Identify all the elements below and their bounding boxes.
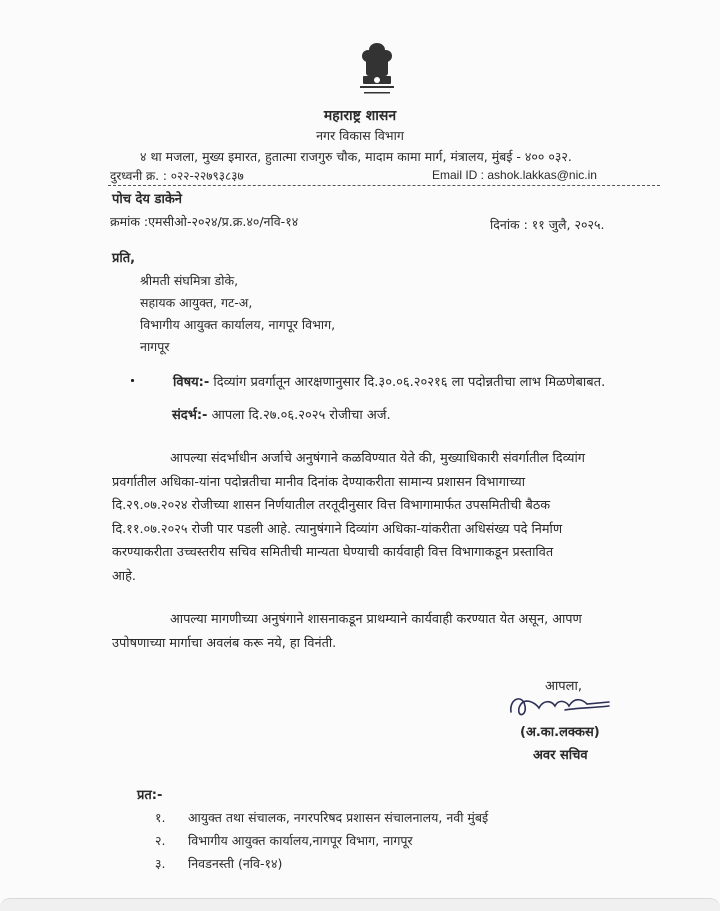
- recipient-line: श्रीमती संघमित्रा डोके,: [140, 273, 239, 288]
- copy-item: [155, 852, 488, 875]
- header-divider: [108, 185, 660, 186]
- office-address: ४ था मजला, मुख्य इमारत, हुतात्मा राजगुरु चौक, मादाम कामा मार्ग, मंत्रालय, मुंबई - ४०० ०३२.: [140, 149, 572, 164]
- recipient-line: नागपूर: [140, 339, 170, 354]
- subject-line: [173, 372, 605, 390]
- paragraph-line: आपल्या संदर्भाधीन अर्जाचे अनुषंगाने कळविण्यात येते की, मुख्याधिकारी संवर्गातील दिव्यांग: [170, 451, 585, 466]
- recipient-label: प्रति,: [112, 251, 136, 266]
- recipient-line: विभागीय आयुक्त कार्यालय, नागपूर विभाग,: [140, 317, 336, 332]
- email-address: Email ID : ashok.lakkas@nic.in: [432, 168, 597, 182]
- copy-item-number: १.: [155, 810, 166, 825]
- reference-line: [172, 405, 391, 423]
- paragraph-line: प्रवर्गातील अधिका-यांना पदोन्नतीचा मानीव दिनांक देण्याकरीता सामान्य प्रशासन विभागाच्या: [112, 474, 526, 490]
- copy-item-text: विभागीय आयुक्त कार्यालय,नागपूर विभाग, नागपूर: [188, 833, 413, 848]
- delivery-mode: पोच देय डाकेने: [112, 192, 183, 207]
- copy-item: [155, 829, 488, 852]
- signature-mark: [505, 686, 615, 724]
- margin-mark: [131, 379, 134, 382]
- paragraph-line: करण्याकरीता उच्चस्तरीय सचिव समितीची मान्यता घेण्याची कार्यवाही वित्त विभागाकडून प्रस्तावित: [112, 545, 554, 560]
- paragraph-line: उपोषणाच्या मार्गाचा अवलंब करू नये, हा विनंती.: [112, 635, 337, 651]
- recipient-address: [140, 270, 335, 358]
- signatory-designation: अवर सचिव: [533, 748, 588, 763]
- signatory-name: (अ.का.लक्कस): [520, 725, 600, 740]
- body-paragraph-2: [112, 608, 582, 655]
- copy-item-text: निवडनस्ती (नवि-१४): [188, 856, 283, 871]
- phone-number: दुरध्वनी क्र. : ०२२-२२७९३८३७: [110, 169, 244, 183]
- reference-text: आपला दि.२७.०६.२०२५ रोजीचा अर्ज.: [207, 408, 391, 423]
- copy-to-label: प्रत:-: [137, 788, 163, 803]
- state-emblem-icon: [354, 40, 400, 106]
- viewer-bottom-bar: [0, 898, 720, 911]
- reference-number: क्रमांक :एमसीओ-२०२४/प्र.क्र.४०/नवि-१४: [110, 214, 299, 229]
- subject-text: दिव्यांग प्रवर्गातून आरक्षणानुसार दि.३०.०६.२०२१६ ला पदोन्नतीचा लाभ मिळणेबाबत.: [209, 375, 606, 390]
- division-title: नगर विकास विभाग: [316, 128, 404, 143]
- reference-label: संदर्भ:-: [172, 408, 208, 423]
- copy-item-text: आयुक्त तथा संचालक, नगरपरिषद प्रशासन संचालनालय, नवी मुंबई: [188, 810, 489, 825]
- letter-date: दिनांक : ११ जुलै, २०२५.: [490, 217, 605, 232]
- paragraph-line: आहे.: [112, 568, 136, 584]
- copy-item-number: २.: [155, 833, 166, 848]
- copy-item: [155, 806, 488, 829]
- copy-item-number: ३.: [155, 856, 166, 871]
- subject-label: विषय:-: [173, 375, 210, 390]
- paragraph-line: दि.११.०७.२०२५ रोजी पार पडली आहे. त्यानुषंगाने दिव्यांग अधिका-यांकरीता अधिसंख्य पदे निर्माण: [112, 521, 563, 537]
- paragraph-line: आपल्या मागणीच्या अनुषंगाने शासनाकडून प्राथम्याने कार्यवाही करण्यात येत असून, आपण: [170, 612, 582, 627]
- copy-to-list: [155, 806, 488, 875]
- department-title: महाराष्ट्र शासन: [323, 108, 397, 124]
- paragraph-line: दि.२९.०७.२०२४ रोजीच्या शासन निर्णयातील तरतूदीनुसार वित्त विभागामार्फत उपसमितीची बैठक: [112, 498, 551, 513]
- closing-salutation: आपला,: [545, 679, 582, 694]
- recipient-line: सहायक आयुक्त, गट-अ,: [140, 295, 253, 310]
- body-paragraph-1: [112, 447, 585, 588]
